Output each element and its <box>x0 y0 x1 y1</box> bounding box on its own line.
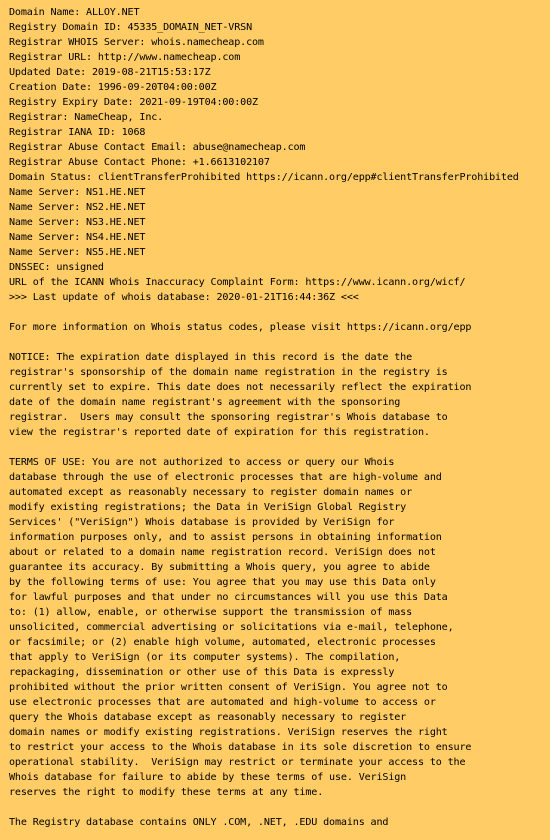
whois-line: domain names or modify existing registrations. VeriSign reserves the right <box>9 727 448 738</box>
whois-line <box>9 800 541 815</box>
whois-line: >>> Last update of whois database: 2020-01-21T16:44:36Z <<< <box>9 292 359 303</box>
whois-line: Registry Domain ID: 45335_DOMAIN_NET-VRSN <box>9 22 253 33</box>
whois-line <box>9 440 541 455</box>
whois-line: automated except as reasonably necessary to register domain names or <box>9 487 413 498</box>
whois-line: use electronic processes that are automated and high-volume to access or <box>9 697 436 708</box>
whois-line: Domain Name: ALLOY.NET <box>9 7 140 18</box>
whois-line: date of the domain name registrant's agreement with the sponsoring <box>9 397 401 408</box>
whois-line: NOTICE: The expiration date displayed in this record is the date the <box>9 352 413 363</box>
whois-line: Updated Date: 2019-08-21T15:53:17Z <box>9 67 211 78</box>
whois-line: repackaging, dissemination or other use of this Data is expressly <box>9 667 395 678</box>
whois-line: Registrar WHOIS Server: whois.namecheap.com <box>9 37 264 48</box>
whois-line: Registrar Abuse Contact Phone: +1.6613102107 <box>9 157 270 168</box>
whois-line: unsolicited, commercial advertising or solicitations via e-mail, telephone, <box>9 622 454 633</box>
whois-line: Registry Expiry Date: 2021-09-19T04:00:00Z <box>9 97 258 108</box>
whois-line: modify existing registrations; the Data in VeriSign Global Registry <box>9 502 407 513</box>
whois-line: information purposes only, and to assist persons in obtaining information <box>9 532 442 543</box>
whois-line: to: (1) allow, enable, or otherwise support the transmission of mass <box>9 607 413 618</box>
whois-line: or facsimile; or (2) enable high volume, automated, electronic processes <box>9 637 436 648</box>
whois-line: Registrar: NameCheap, Inc. <box>9 112 164 123</box>
whois-line: currently set to expire. This date does not necessarily reflect the expiration <box>9 382 472 393</box>
whois-line: database through the use of electronic processes that are high-volume and <box>9 472 442 483</box>
whois-line: Name Server: NS5.HE.NET <box>9 247 146 258</box>
whois-line: Name Server: NS2.HE.NET <box>9 202 146 213</box>
whois-line: Domain Status: clientTransferProhibited https://icann.org/epp#clientTransferProhibited <box>9 172 519 183</box>
whois-line: For more information on Whois status codes, please visit https://icann.org/epp <box>9 322 472 333</box>
whois-line: DNSSEC: unsigned <box>9 262 104 273</box>
whois-line: Registrar URL: http://www.namecheap.com <box>9 52 241 63</box>
whois-line: operational stability. VeriSign may restrict or terminate your access to the <box>9 757 466 768</box>
whois-line: about or related to a domain name registration record. VeriSign does not <box>9 547 436 558</box>
whois-line <box>9 305 541 320</box>
whois-line: to restrict your access to the Whois database in its sole discretion to ensure <box>9 742 472 753</box>
whois-line: TERMS OF USE: You are not authorized to access or query our Whois <box>9 457 395 468</box>
whois-line: view the registrar's reported date of expiration for this registration. <box>9 427 430 438</box>
whois-line: Registrar IANA ID: 1068 <box>9 127 146 138</box>
whois-line: URL of the ICANN Whois Inaccuracy Complaint Form: https://www.icann.org/wicf/ <box>9 277 466 288</box>
whois-line: guarantee its accuracy. By submitting a Whois query, you agree to abide <box>9 562 430 573</box>
whois-line: that apply to VeriSign (or its computer systems). The compilation, <box>9 652 401 663</box>
whois-line: prohibited without the prior written consent of VeriSign. You agree not to <box>9 682 448 693</box>
whois-line: registrar's sponsorship of the domain name registration in the registry is <box>9 367 448 378</box>
whois-line: by the following terms of use: You agree that you may use this Data only <box>9 577 436 588</box>
whois-line: Name Server: NS1.HE.NET <box>9 187 146 198</box>
whois-line <box>9 335 541 350</box>
whois-line: Services' ("VeriSign") Whois database is provided by VeriSign for <box>9 517 395 528</box>
whois-line: query the Whois database except as reasonably necessary to register <box>9 712 407 723</box>
whois-line: registrar. Users may consult the sponsoring registrar's Whois database to <box>9 412 448 423</box>
whois-line: Name Server: NS3.HE.NET <box>9 217 146 228</box>
whois-line: Registrar Abuse Contact Email: abuse@namecheap.com <box>9 142 306 153</box>
whois-line: The Registry database contains ONLY .COM, .NET, .EDU domains and <box>9 817 389 828</box>
whois-line: Creation Date: 1996-09-20T04:00:00Z <box>9 82 217 93</box>
whois-line: Whois database for failure to abide by these terms of use. VeriSign <box>9 772 407 783</box>
whois-line: for lawful purposes and that under no circumstances will you use this Data <box>9 592 448 603</box>
whois-line: reserves the right to modify these terms at any time. <box>9 787 324 798</box>
whois-line: Name Server: NS4.HE.NET <box>9 232 146 243</box>
